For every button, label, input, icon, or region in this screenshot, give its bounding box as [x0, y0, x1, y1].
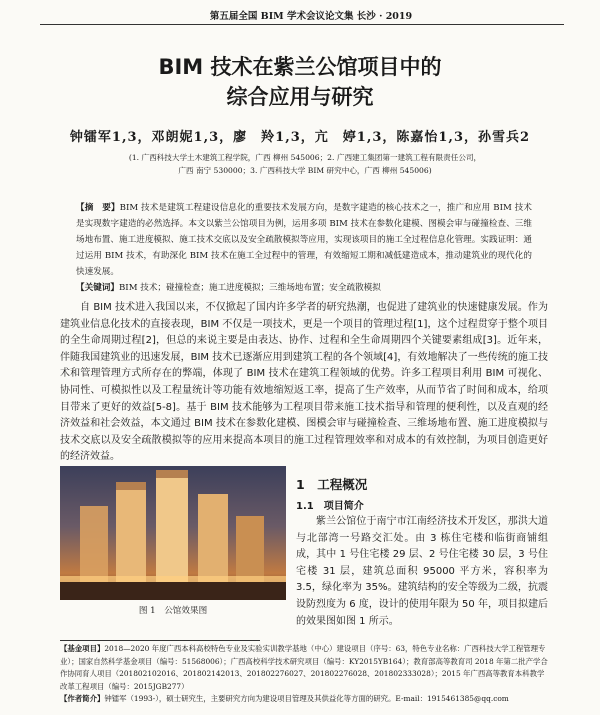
- author-bio-text: 钟镭军（1993-），硕士研究生，主要研究方向为建设项目管理及其供益化等方面的研究。E-mail：1915461385@qq.com: [104, 694, 509, 704]
- author-bio-label: 【作者简介】: [60, 694, 105, 704]
- title-line-1: BIM 技术在紫兰公馆项目中的: [158, 55, 442, 79]
- subsection-heading: 1.1 项目简介: [296, 501, 364, 512]
- affiliations: [80, 151, 530, 177]
- footnote-rule: [60, 640, 260, 641]
- title-line-2: 综合应用与研究: [226, 85, 374, 109]
- section-heading: 1 工程概况: [296, 477, 368, 492]
- intro-paragraph: 自 BIM 技术进入我国以来，不仅掀起了国内许多学者的研究热潮，也促进了建筑业的快速健康发展。作为建筑业信息化技术的直接表现，BIM 不仅是一项技术，更是一个项目的管理过程[1]，这个过程贯穿于整个项目的全生命周期过程[2]，但总的来说主要是由表达、协作、过程和全生命周期四个关键要素组成[3]。近年来，伴随我国建筑业的迅速发展，BIM 技术已逐渐应用到建筑工程的各个领域[4]，有效地解决了一些传统的施工技术和管理管理方式所存在的弊端，体现了 BIM 技术在建筑工程领域的优势。许多工程项目利用 BIM 可视化、协同性、可模拟性以及工程量统计等功能有效地缩短返工率，提高了生产效率，从而节省了时间和成本，给项目带来了更好的效益[5-8]。基于 BIM 技术能够为工程项目带来施工技术指导和管理的便利性，以及直观的经济效益和社会效益，本文通过 BIM 技术在参数化建模、图模会审与碰撞检查、三维场地布置、施工进度模拟与技术交底以及安全疏散模拟等的应用来提高本项目的施工过程管理效率和对成本的有效控制，为项目创造更好的经济效益。: [60, 302, 548, 463]
- abstract-text: BIM 技术是建筑工程建设信息化的重要技术发展方向，是数字建造的核心技术之一，推广和应用 BIM 技术是实现数字建造的必然选择。本文以紫兰公馆项目为例，运用多项 BIM 技术在参数化建模、图模会审与碰撞检查、三维场地布置、施工进度模拟、施工技术交底以及安全疏散模拟等应用，实现该项目的施工全过程信息化管理。实践证明：通过运用 BIM 技术，有助深化 BIM 技术在施工全过程中的管理，有效缩短工期和减低建造成本，推动建筑业的现代化的快速发展。: [76, 203, 532, 277]
- footnotes: [60, 643, 548, 706]
- intro-section: [60, 300, 548, 466]
- running-header: 第五届全国 BIM 学术会议论文集 长沙 · 2019: [209, 11, 413, 22]
- abstract-label: 【摘 要】: [76, 203, 120, 213]
- abstract: [76, 200, 532, 280]
- project-intro-section: [296, 514, 548, 630]
- header-rule: [40, 24, 564, 25]
- paper-title: [0, 52, 600, 112]
- keywords-label: 【关键词】: [76, 283, 119, 293]
- footnote-fund: [60, 643, 548, 693]
- author-list: 钟镭军1,3，邓朗妮1,3，廖 羚1,3，亢 婷1,3，陈嘉怡1,3，孙雪兵2: [69, 130, 531, 145]
- footnote-author: [60, 693, 548, 706]
- figure-caption: 图 1 公馆效果图: [138, 606, 208, 616]
- project-intro-paragraph: 紫兰公馆位于南宁市江南经济技术开发区，那洪大道与北部湾一号路交汇处。由 3 栋住宅楼和临街商铺组成，其中 1 号住宅楼 29 层、2 号住宅楼 30 层，3 号住宅楼 31 层，建筑总面积 95000 平方米，容积率为 3.5，绿化率为 35%。建筑结构的安全等级为二级，抗震设防烈度为 6 度，设计的使用年限为 50 年，项目拟建后的效果图如图 1 所示。: [296, 516, 548, 627]
- affiliation-line-2: 广西 南宁 530000；3. 广西科技大学 BIM 研究中心，广西 柳州 545006): [178, 166, 432, 175]
- keywords-text: BIM 技术；碰撞检查；施工进度模拟；三维场地布置；安全疏散模拟: [118, 283, 381, 293]
- building-rendering-image: [60, 466, 286, 600]
- fund-label: 【基金项目】: [60, 644, 105, 653]
- fund-text: 2018—2020 年度广西本科高校特色专业及实验实训教学基地（中心）建设项目（序号：63，特色专业名称：广西科技大学工程管理专业）；国家自然科学基金项目（编号：51568006）；广西高校科学技术研究项目（编号：KY2015YB164）；教育部高等教育司 2018 年第二批产学合作协同育人项目（201802102016、201802142013、201802276027、201802276028、201802333028）；2015 年广西高等教育本科教学改革工程项目（编号：2015JGB277）: [60, 644, 548, 691]
- rendering-figure: [60, 466, 286, 600]
- affiliation-line-1: (1. 广西科技大学土木建筑工程学院，广西 柳州 545006；2. 广西建工集团第一建筑工程有限责任公司，: [128, 153, 482, 162]
- keywords: [76, 281, 532, 295]
